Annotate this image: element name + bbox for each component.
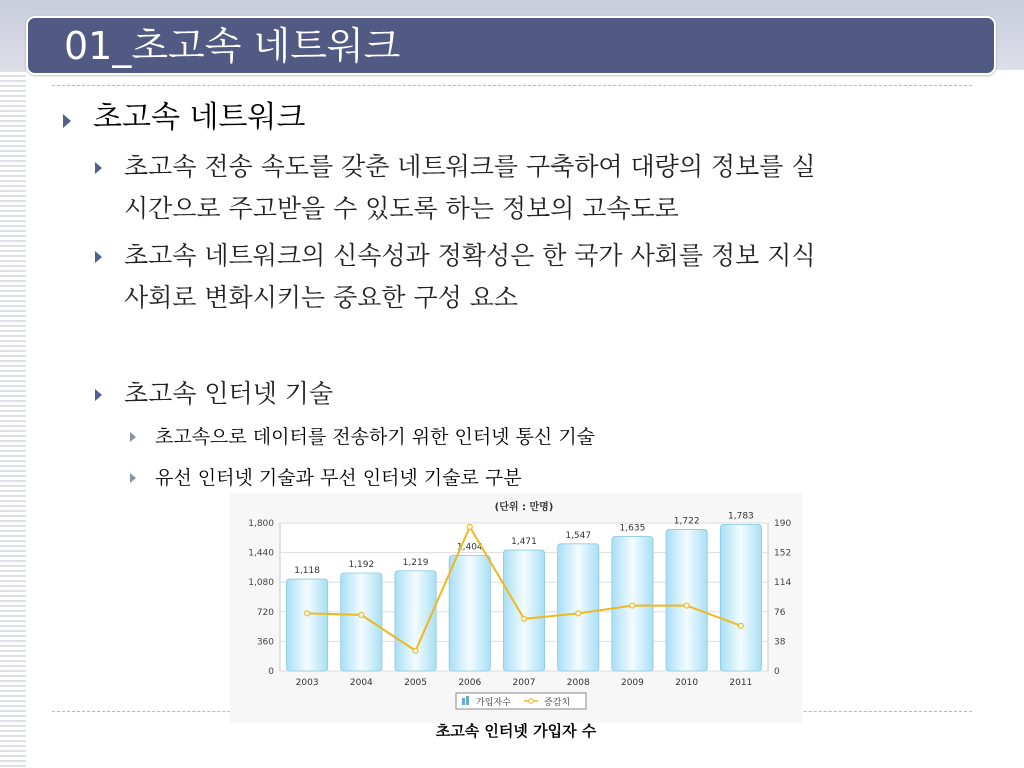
bar xyxy=(449,556,490,671)
x-tick-label: 2005 xyxy=(404,678,428,688)
line-point xyxy=(630,603,635,608)
y-right-tick-label: 76 xyxy=(774,607,786,618)
y-right-tick-label: 190 xyxy=(774,519,792,529)
line-point xyxy=(467,524,472,529)
y-left-tick-label: 1,080 xyxy=(248,578,274,589)
x-tick-label: 2003 xyxy=(295,678,319,688)
bullet-item-line: 초고속 전송 속도를 갖춘 네트워크를 구축하여 대량의 정보를 실 xyxy=(124,152,816,181)
line-point xyxy=(738,623,743,628)
bullet-arrow-icon xyxy=(130,432,136,442)
y-right-tick-label: 152 xyxy=(774,548,792,559)
bullet-arrow-icon xyxy=(95,389,102,401)
bullet-item-line: 초고속 인터넷 기술 xyxy=(124,379,334,408)
bullet-arrow-icon xyxy=(63,114,71,128)
y-right-tick-label: 0 xyxy=(774,667,780,677)
line-point xyxy=(305,611,310,616)
bar-value-label: 1,722 xyxy=(673,516,700,527)
bar-value-label: 1,471 xyxy=(511,537,537,548)
bar-value-label: 1,219 xyxy=(402,557,429,568)
bar-value-label: 1,192 xyxy=(348,559,375,570)
x-tick-label: 2009 xyxy=(620,678,644,688)
line-point xyxy=(576,611,581,616)
line-point xyxy=(413,648,418,653)
top-divider xyxy=(52,85,972,86)
bar xyxy=(558,544,599,671)
line-point xyxy=(684,603,689,608)
left-stripe-decoration xyxy=(0,70,26,768)
bar xyxy=(720,524,761,671)
bullet-arrow-icon xyxy=(95,251,102,263)
x-tick-label: 2007 xyxy=(512,678,536,688)
bullet-arrow-icon xyxy=(130,473,136,483)
chart-caption: 초고속 인터넷 가입자 수 xyxy=(435,722,597,740)
bar xyxy=(287,579,328,671)
bar-value-label: 1,547 xyxy=(565,530,592,541)
bullet-arrow-icon xyxy=(95,162,102,174)
bar xyxy=(503,550,544,671)
bar-value-label: 1,635 xyxy=(619,523,646,534)
legend-label: 증감치 xyxy=(544,698,571,708)
bar-value-label: 1,404 xyxy=(456,542,483,553)
y-left-tick-label: 0 xyxy=(268,667,274,677)
y-left-tick-label: 1,800 xyxy=(248,519,274,529)
line-point xyxy=(522,616,527,621)
y-left-tick-label: 1,440 xyxy=(248,548,274,559)
sub-bullet-item: 유선 인터넷 기술과 무선 인터넷 기술로 구분 xyxy=(155,467,522,489)
chart-svg xyxy=(230,493,802,723)
legend-bar-icon xyxy=(462,698,465,705)
x-tick-label: 2011 xyxy=(729,678,753,688)
bar-value-label: 1,783 xyxy=(728,511,754,522)
x-tick-label: 2004 xyxy=(349,678,373,688)
x-tick-label: 2006 xyxy=(458,678,482,688)
x-tick-label: 2008 xyxy=(566,678,590,688)
y-right-tick-label: 38 xyxy=(774,637,786,648)
bar xyxy=(395,571,436,671)
y-right-tick-label: 114 xyxy=(774,578,792,589)
legend-bar-icon xyxy=(466,696,469,705)
bar xyxy=(666,529,707,671)
bullet-item-line: 시간으로 주고받을 수 있도록 하는 정보의 고속도로 xyxy=(124,194,679,223)
chart-title: (단위 : 만명) xyxy=(494,502,554,513)
title-bar xyxy=(26,16,996,75)
legend-label: 가입자수 xyxy=(476,698,511,708)
bullet-item-line: 초고속 네트워크의 신속성과 정확성은 한 국가 사회를 정보 지식 xyxy=(124,241,816,270)
x-tick-label: 2010 xyxy=(675,678,699,688)
legend-line-icon xyxy=(529,699,534,704)
bullet-item-line: 사회로 변화시키는 중요한 구성 요소 xyxy=(124,283,519,312)
y-left-tick-label: 360 xyxy=(256,637,274,648)
subscriber-chart xyxy=(230,493,802,723)
line-point xyxy=(359,612,364,617)
sub-bullet-item: 초고속으로 데이터를 전송하기 위한 인터넷 통신 기술 xyxy=(155,426,596,448)
slide-title: 01_초고속 네트워크 xyxy=(64,24,401,68)
y-left-tick-label: 720 xyxy=(256,607,274,618)
heading-bullet: 초고속 네트워크 xyxy=(93,100,306,135)
bar-value-label: 1,118 xyxy=(294,566,320,577)
bar xyxy=(341,573,382,671)
